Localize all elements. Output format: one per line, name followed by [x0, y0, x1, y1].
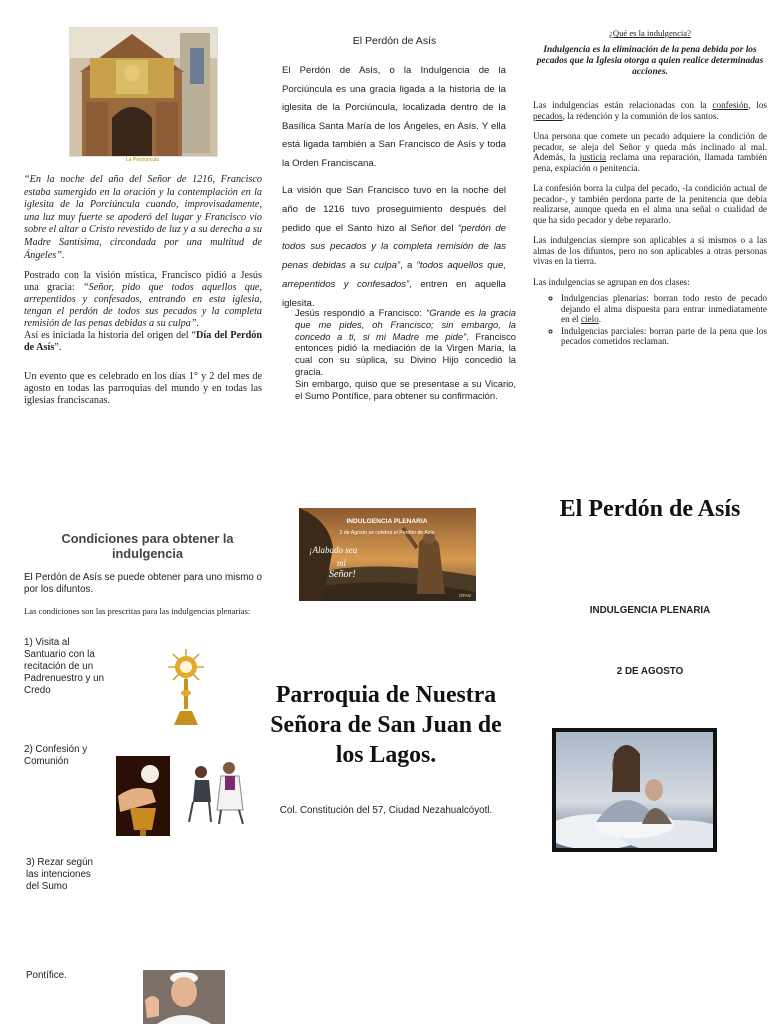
cover-subtitle: INDULGENCIA PLENARIA	[589, 605, 711, 616]
p2-text-a: Una persona que comete un pecado adquiere la condición de pecador, se aleja del Señor y queda más inclinado al mal. Además, la	[533, 131, 767, 162]
indulgence-p4: Las indulgencias siempre son aplicables a sí mismos o a las almas de los difuntos, pero no son aplicables a otras personas vivas en la tierra.	[533, 235, 767, 266]
p3-quote: “Grande es la gracia que me pides, oh Francisco; sin embargo, la concedo a ti, si mi Madre me pide”	[295, 307, 516, 342]
history-text-a: Postrado con la visión mística, Francisco pidió a Jesús una gracia:	[24, 270, 262, 293]
prayer-quote: “Señor, pido que todos aquellos que, arrepentidos y confesados, entrando en esta iglesia, tengan el perdón de todos sus pecados y la completa remisión de las penas debidas a su culpa”.	[24, 282, 263, 329]
day-name: Día del Perdón de Asís	[24, 330, 262, 353]
p2-text-b: , a	[400, 260, 417, 272]
condition-2: 2) Confesión y Comunión	[24, 744, 88, 767]
photo-caption: La Porciúncula	[125, 157, 160, 163]
history-text-b: Así es iniciada la historia del origen del “	[24, 330, 197, 341]
pope-photo	[143, 970, 225, 1024]
question-heading: ¿Qué es la indulgencia?	[609, 28, 691, 38]
banner-title: INDULGENCIA PLENARIA	[346, 518, 428, 525]
indulgence-p3: La confesión borra la culpa del pecado, -la condición actual de pecador-, y también perdona parte de la penitencia que debía realizarse, aunque queda en el alma una señal o cualidad de que ha sido pecador y debe repararlo.	[533, 183, 767, 225]
communion-image	[116, 756, 170, 836]
indulgence-p1	[533, 100, 767, 121]
parish-address: Col. Constitución del 57, Ciudad Nezahualcóyotl.	[279, 805, 493, 816]
perdon-paragraph-1: El Perdón de Asís, o la Indulgencia de la Porciúncula es una gracia ligada a la historia de la iglesita de la Porciúncula, localizada dentro de la Basílica Santa María de los Ángeles, en Asís. Y ella está ligada también a San Francisco de Asís y toda la Orden Franciscana.	[282, 65, 506, 169]
banner-exclaim-2: mi	[337, 558, 346, 568]
item1-end: .	[598, 314, 602, 324]
p2-quote-1: “perdón de todos sus pecados y la completa remisión de las penas debidas a su culpa”	[282, 222, 506, 272]
condition-1: 1) Visita al Santuario con la recitación de un Padrenuestro y un Credo	[24, 637, 105, 696]
pecados-link[interactable]: pecados	[533, 110, 563, 121]
confession-image	[181, 754, 253, 830]
p3-text-a: Jesús respondió a Francisco:	[295, 307, 427, 318]
perdon-paragraph-2	[282, 182, 506, 314]
cover-image	[552, 728, 717, 852]
indulgence-banner	[299, 508, 476, 601]
p2-text-a: La visión que San Francisco tuvo en la noche del año de 1216 tuvo proseguimiento después del pedido que el Santo hizo al Señor del	[282, 185, 506, 234]
banner-exclaim-1: ¡Alabado sea	[309, 545, 358, 555]
indulgence-p5: Las indulgencias se agrupan en dos clases:	[533, 276, 690, 287]
condition-3: 3) Rezar según las intenciones del Sumo	[26, 857, 93, 892]
p1-text-b: , los	[748, 100, 767, 110]
p1-text-a: Las indulgencias están relacionadas con la	[533, 100, 713, 110]
p2-text-b: reclama una reparación, llamada también pena, expiación o penitencia.	[533, 152, 767, 173]
list-item	[561, 293, 767, 325]
p3-text-c: Sin embargo, quiso que se presentase a su Vicario, el Sumo Pontífice, para obtener su confirmación.	[295, 377, 516, 401]
p2-quote-2: “todos aquellos que, arrepentidos y confesados”	[282, 260, 506, 290]
indulgence-definition: Indulgencia es la eliminación de la pena debida por los pecados que la Iglesia otorga a quien realice determinadas acciones.	[536, 45, 764, 77]
conditions-prescribed: Las condiciones son las prescritas para las indulgencias plenarias:	[24, 606, 251, 616]
list-item: ◦ Indulgencias parciales: borran parte de la pena que los pecados cometidos reclaman.	[561, 326, 767, 347]
porziuncola-photo	[69, 27, 218, 157]
section-title: El Perdón de Asís	[352, 35, 437, 47]
history-text-c: ”.	[54, 342, 62, 353]
cover-date: 2 DE AGOSTO	[616, 666, 684, 677]
celebration-paragraph: Un evento que es celebrado en los días 1° y 2 del mes de agosto en todas las parroquias del mundo y en todas las iglesias franciscanas.	[24, 371, 262, 406]
banner-art	[299, 508, 476, 601]
indulgence-body	[533, 100, 767, 348]
p1-text-c: , la redención y la comunión de los santos.	[562, 110, 719, 121]
history-paragraph	[24, 270, 262, 354]
justicia-link[interactable]: justicia	[579, 152, 607, 162]
banner-watermark: OFAS	[459, 593, 472, 598]
monstrance-image	[166, 647, 206, 727]
perdon-paragraph-3	[295, 307, 516, 401]
indulgence-p2	[533, 131, 767, 173]
parish-name: Parroquia de Nuestra Señora de San Juan de los Lagos.	[270, 682, 502, 768]
vision-quote: “En la noche del año del Señor de 1216, Francisco estaba sumergido en la oración y la contemplación en la iglesita de la Porciúncula cuando, improvisadamente, una luz muy fuerte se apoderó del lugar y Francisco vio sobre el altar a Cristo revestido de luz y a su derecha a su Madre Santísima, circondada por una multitud de Ángeles”.	[24, 174, 262, 261]
banner-exclaim-3: Señor!	[329, 569, 356, 580]
condition-3-end: Pontífice.	[26, 970, 67, 981]
conditions-title: Condiciones para obtener la indulgencia	[61, 531, 234, 561]
confesion-link[interactable]: confesión	[712, 100, 749, 110]
banner-subtitle: 2 de Agosto se celebra el Perdón de Asís	[339, 530, 435, 536]
indulgence-types-list	[533, 293, 767, 347]
item1-text: Indulgencias plenarias: borran todo resto de pecado dejando el alma dispuesta para entrar inmediatamente en el	[561, 293, 767, 324]
conditions-intro: El Perdón de Asís se puede obtener para uno mismo o por los difuntos.	[24, 572, 262, 595]
cover-title: El Perdón de Asís	[559, 496, 741, 522]
cielo-link[interactable]: cielo	[580, 314, 599, 324]
p3-text-b: . Francisco entonces pidió la mediación de la Virgen María, la cual con su súplica, su Divino Hijo concedió la gracia.	[295, 330, 516, 377]
p2-text-c: , entren en aquella iglesita.	[282, 278, 506, 309]
